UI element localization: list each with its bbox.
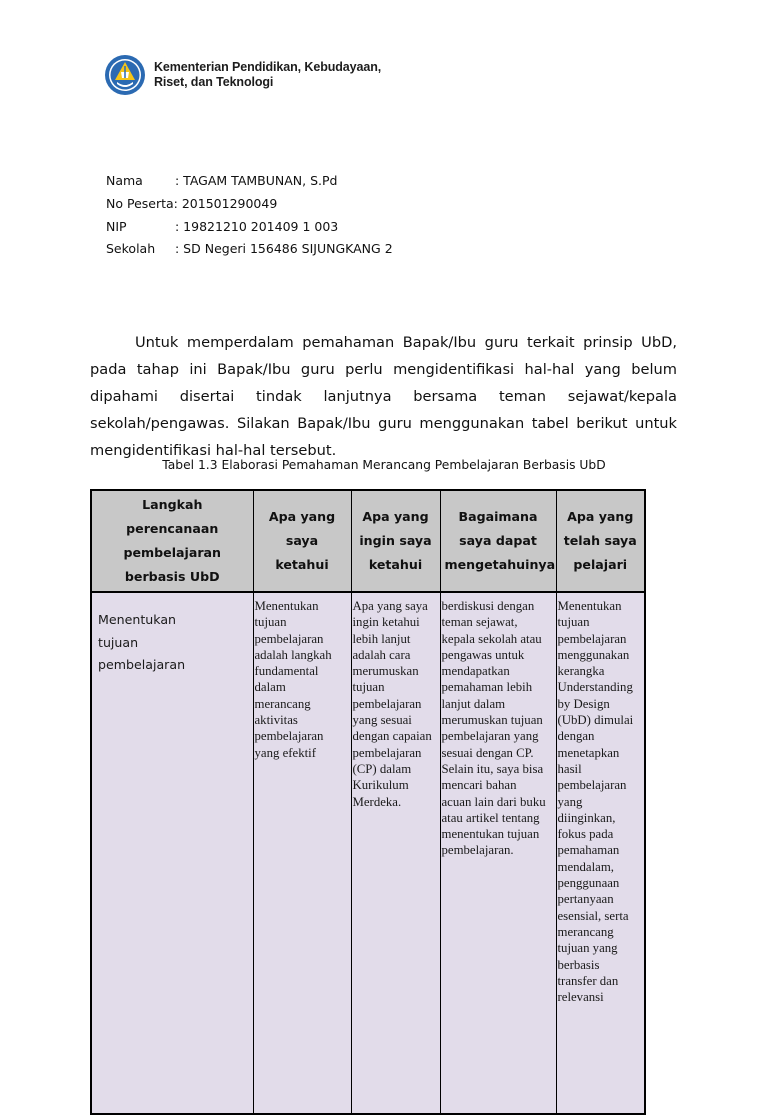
identity-row-school bbox=[106, 238, 393, 261]
identity-row-nip bbox=[106, 216, 393, 239]
instruction-paragraph: Untuk memperdalam pemahaman Bapak/Ibu guru terkait prinsip UbD, pada tahap ini Bapak/Ibu guru perlu mengidentifikasi hal-hal yang belum dipahami disertai tindak lanjutnya bersama teman sejawat/kepala sekolah/pengawas. Silakan Bapak/Ibu guru menggunakan tabel berikut untuk mengidentifikasi hal-hal tersebut. bbox=[90, 333, 677, 460]
column-header: Bagaimana saya dapat mengetahuinya bbox=[440, 490, 556, 592]
table-header-row bbox=[91, 490, 645, 592]
identity-value: : 19821210 201409 1 003 bbox=[175, 218, 339, 234]
identity-row-name bbox=[106, 170, 393, 193]
table-cell bbox=[91, 592, 253, 1114]
identity-label: Nama bbox=[106, 173, 143, 188]
identity-value: : TAGAM TAMBUNAN, S.Pd bbox=[175, 173, 338, 188]
ubd-elaboration-table bbox=[90, 489, 646, 1115]
kemdikbud-emblem-icon bbox=[104, 54, 146, 96]
ministry-name-line2: Riset, dan Teknologi bbox=[154, 75, 274, 89]
identity-label: No Peserta bbox=[106, 195, 174, 211]
column-header: Apa yang saya ketahui bbox=[253, 490, 351, 592]
column-header: Apa yang ingin saya ketahui bbox=[351, 490, 440, 592]
ministry-name-line1: Kementerian Pendidikan, Kebudayaan, bbox=[154, 60, 382, 74]
ministry-name bbox=[154, 60, 381, 90]
identity-row-participant-number bbox=[106, 193, 393, 216]
table-cell bbox=[556, 592, 645, 1114]
column-header: Langkah perencanaan pembelajaran berbasis UbD bbox=[91, 490, 253, 592]
cell-text: Menentukan tujuan pembelajaran menggunakan kerangka Understanding by Design (UbD) dimulai dengan menetapkan hasil pembelajaran yang diinginkan, fokus pada pemahaman mendalam, penggunaan pertanyaan esensial, serta merancang tujuan yang berbasis transfer dan relevansi bbox=[557, 599, 634, 1005]
table-row bbox=[91, 592, 645, 1114]
identity-label: NIP bbox=[106, 218, 127, 234]
cell-text: Apa yang saya ingin ketahui lebih lanjut adalah cara merumuskan tujuan pembelajaran yang sesuai dengan capaian pembelajaran (CP) dalam Kurikulum Merdeka. bbox=[352, 599, 432, 809]
cell-text: berdiskusi dengan teman sejawat, kepala sekolah atau pengawas untuk mendapatkan pemahaman lebih lanjut dalam merumuskan tujuan pembelajaran yang sesuai dengan CP. Selain itu, saya bisa mencari bahan acuan lain dari buku atau artikel tentang menentukan tujuan pembelajaran. bbox=[441, 599, 546, 858]
table-cell bbox=[351, 592, 440, 1114]
column-header: Apa yang telah saya pelajari bbox=[556, 490, 645, 592]
ministry-logo bbox=[104, 54, 381, 96]
identity-value: : SD Negeri 156486 SIJUNGKANG 2 bbox=[175, 241, 393, 257]
identity-value: : 201501290049 bbox=[173, 195, 278, 211]
participant-identity bbox=[106, 170, 393, 261]
cell-text: Menentukan tujuan pembelajaran bbox=[98, 612, 186, 673]
table-cell bbox=[440, 592, 556, 1114]
table-cell bbox=[253, 592, 351, 1114]
cell-text: Menentukan tujuan pembelajaran adalah langkah fundamental dalam merancang aktivitas pembelajaran yang efektif bbox=[254, 599, 332, 760]
table-caption: Tabel 1.3 Elaborasi Pemahaman Merancang Pembelajaran Berbasis UbD bbox=[162, 458, 606, 472]
identity-label: Sekolah bbox=[106, 241, 156, 257]
